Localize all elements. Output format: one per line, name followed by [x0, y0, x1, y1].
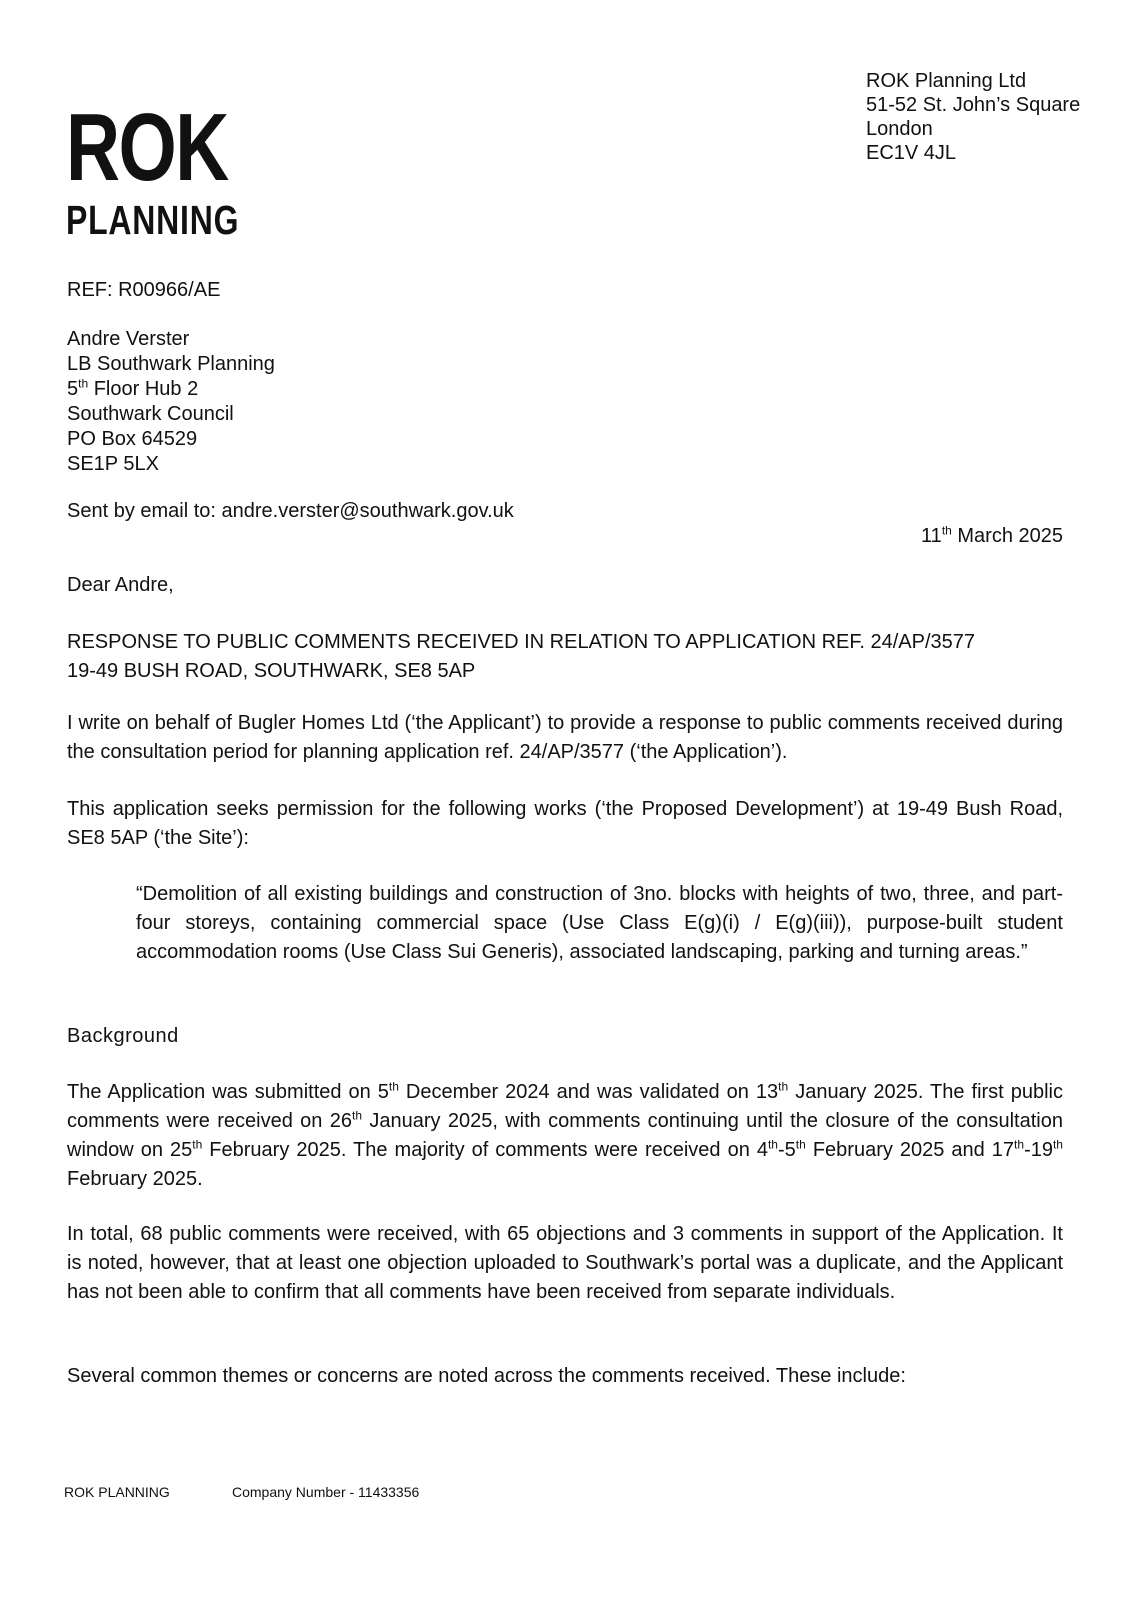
proposed-development-quote: “Demolition of all existing buildings and construction of 3no. blocks with heights of two, three, and part-four storeys, containing commercial space (Use Class E(g)(i) / E(g)(iii)), purpose-built student accommodation rooms (Use Class Sui Generis), associated landscaping, parking and turning areas.” — [136, 883, 1063, 963]
sender-street: 51-52 St. John’s Square — [866, 94, 1081, 116]
recipient-postcode: SE1P 5LX — [67, 453, 159, 475]
sent-by-email: Sent by email to: andre.verster@southwark.gov.uk — [67, 500, 514, 522]
logo-planning-text: PLANNING — [66, 197, 240, 243]
recipient-council: Southwark Council — [67, 403, 234, 425]
recipient-floor: 5th Floor Hub 2 — [67, 376, 199, 400]
recipient-name: Andre Verster — [67, 328, 190, 350]
footer-company: ROK PLANNING — [64, 1484, 170, 1500]
letter-date: 11th March 2025 — [921, 523, 1063, 547]
reference-number: REF: R00966/AE — [67, 279, 221, 301]
salutation: Dear Andre, — [67, 574, 174, 596]
sender-city: London — [866, 118, 933, 140]
sender-postcode: EC1V 4JL — [866, 142, 957, 164]
sender-address — [866, 69, 1080, 165]
paragraph-themes: Several common themes or concerns are noted across the comments received. These include: — [67, 1365, 906, 1387]
subject-line-2: 19-49 BUSH ROAD, SOUTHWARK, SE8 5AP — [67, 660, 476, 682]
paragraph-intro: I write on behalf of Bugler Homes Ltd (‘the Applicant’) to provide a response to public comments received during the consultation period for planning application ref. 24/AP/3577 (‘the Application’). — [67, 712, 1063, 763]
subject-line — [67, 628, 1063, 686]
recipient-address — [67, 327, 275, 477]
footer-company-number: Company Number - 11433356 — [232, 1484, 420, 1500]
paragraph-application: This application seeks permission for the following works (‘the Proposed Development’) at 19-49 Bush Road, SE8 5AP (‘the Site’): — [67, 798, 1063, 849]
recipient-org: LB Southwark Planning — [67, 353, 275, 375]
subject-line-1: RESPONSE TO PUBLIC COMMENTS RECEIVED IN RELATION TO APPLICATION REF. 24/AP/3577 — [67, 631, 976, 653]
paragraph-background: The Application was submitted on 5th December 2024 and was validated on 13th January 2025. The first public comments were received on 26th January 2025, with comments continuing until the closure of the consultation window on 25th February 2025. The majority of comments were received on 4th-5th February 2025 and 17th-19th February 2025. — [67, 1079, 1063, 1190]
sender-company: ROK Planning Ltd — [866, 70, 1027, 92]
company-logo — [66, 94, 288, 243]
section-heading-background: Background — [67, 1025, 179, 1047]
logo-rok-text: ROK — [66, 94, 228, 201]
recipient-po-box: PO Box 64529 — [67, 428, 198, 450]
paragraph-comments-total: In total, 68 public comments were received, with 65 objections and 3 comments in support of the Application. It is noted, however, that at least one objection uploaded to Southwark’s portal was a duplicate, and the Applicant has not been able to confirm that all comments have been received from separate individuals. — [67, 1223, 1063, 1303]
